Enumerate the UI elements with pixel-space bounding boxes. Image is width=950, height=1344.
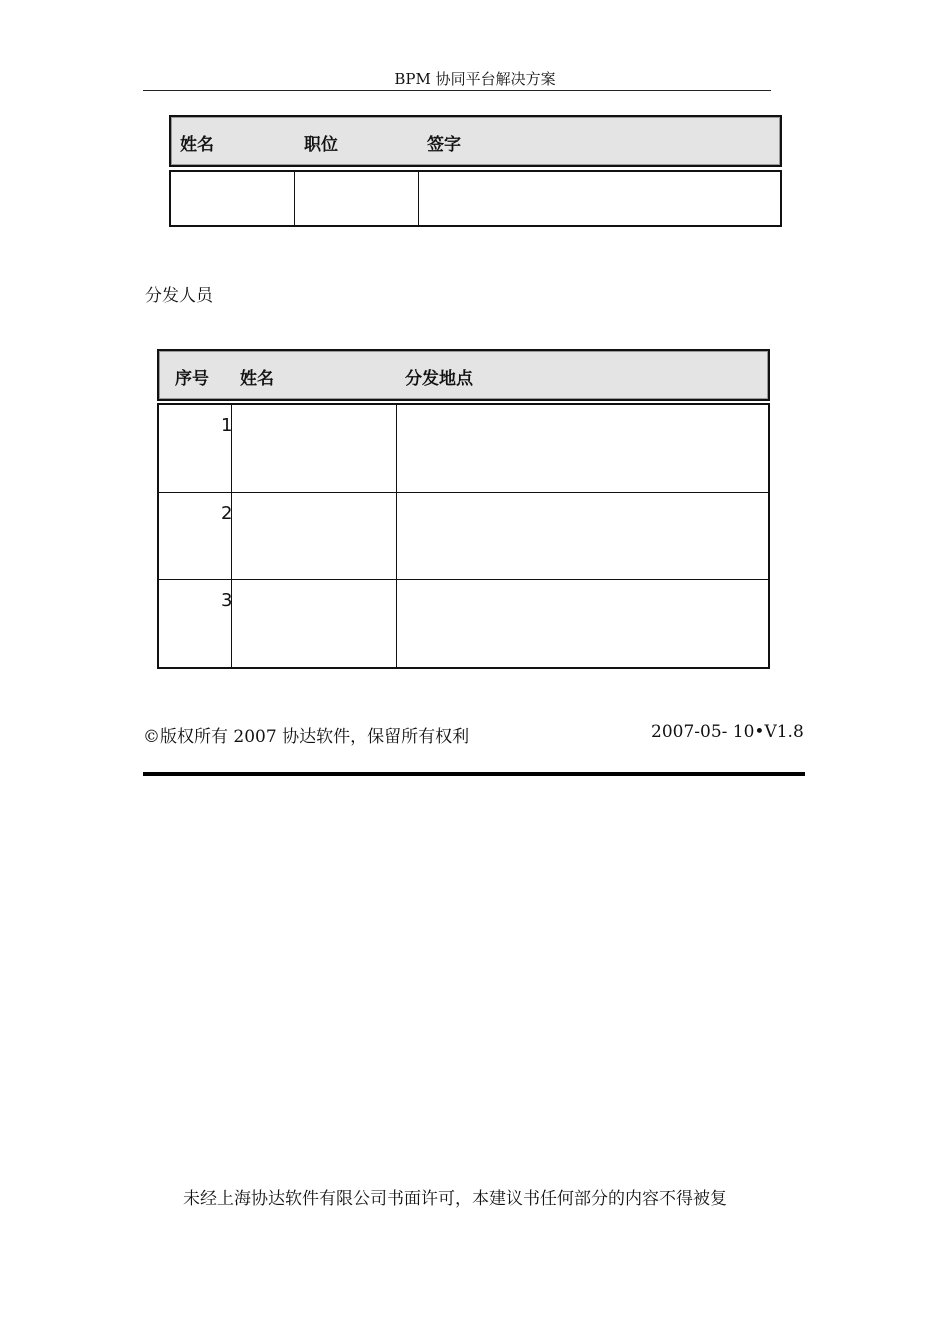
table-row <box>159 405 768 492</box>
distribution-table-header <box>157 349 770 401</box>
column-header-signature: 签字 <box>427 135 461 155</box>
copyright-text: ©版权所有 2007 协达软件，保留所有权利 <box>143 727 470 747</box>
distribution-section-title: 分发人员 <box>145 286 213 306</box>
row-index: 1 <box>221 415 233 436</box>
footer-rule <box>143 772 805 776</box>
table-row <box>159 492 768 580</box>
page-header-title: BPM 协同平台解决方案 <box>394 70 556 88</box>
distribution-table-body <box>157 403 770 669</box>
column-divider <box>418 172 419 225</box>
column-header-name: 姓名 <box>240 369 274 389</box>
row-index: 2 <box>221 503 233 524</box>
signature-table-header <box>169 115 782 167</box>
version-text: 2007-05- 10•V1.8 <box>651 722 804 742</box>
signature-table-row <box>169 170 782 227</box>
column-header-position: 职位 <box>304 135 338 155</box>
column-header-location: 分发地点 <box>405 369 473 389</box>
column-divider <box>396 405 397 667</box>
column-header-index: 序号 <box>175 369 209 389</box>
notice-text: 未经上海协达软件有限公司书面许可，本建议书任何部分的内容不得被复 <box>183 1189 727 1209</box>
column-divider <box>294 172 295 225</box>
column-divider <box>231 405 232 667</box>
row-index: 3 <box>221 590 233 611</box>
header-rule <box>143 90 771 91</box>
table-row <box>159 579 768 667</box>
column-header-name: 姓名 <box>180 135 214 155</box>
